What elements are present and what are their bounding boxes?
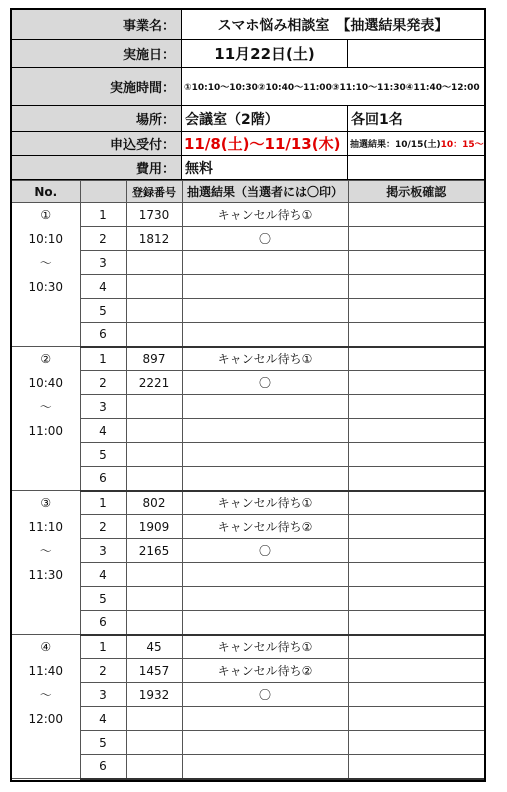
session-slot (12, 491, 80, 635)
session-num: ② (40, 352, 52, 366)
time-label: 実施時間： (12, 68, 182, 105)
lottery-result (182, 563, 348, 587)
table-row (12, 611, 484, 635)
registration-number (126, 251, 182, 275)
row-number: 6 (80, 467, 126, 491)
table-header-row (12, 181, 484, 203)
table-row (12, 323, 484, 347)
registration-number: 1730 (126, 203, 182, 227)
registration-number: 1812 (126, 227, 182, 251)
date-row (12, 40, 484, 68)
table-row (12, 467, 484, 491)
col-header-result: 抽選結果（当選者には〇印） (182, 181, 348, 203)
board-check (348, 275, 484, 299)
row-number: 6 (80, 755, 126, 779)
registration-number: 1909 (126, 515, 182, 539)
capacity-value: 各回1名 (351, 111, 403, 128)
table-row (12, 683, 484, 707)
row-number: 1 (80, 635, 126, 659)
registration-number (126, 755, 182, 779)
time-value: ①10:10〜10:30②10:40〜11:00③11:10〜11:30④11:40〜12:00 (184, 83, 480, 93)
row-number: 5 (80, 299, 126, 323)
registration-number (126, 587, 182, 611)
board-check (348, 347, 484, 371)
lottery-label: 抽選結果：10/15(土) (350, 140, 441, 150)
row-number: 1 (80, 347, 126, 371)
registration-number: 2165 (126, 539, 182, 563)
registration-number (126, 707, 182, 731)
board-check (348, 539, 484, 563)
table-row (12, 275, 484, 299)
session-sep: 〜 (39, 544, 52, 558)
table-row (12, 539, 484, 563)
place-value: 会議室（2階） (182, 106, 348, 131)
session-sep: 〜 (39, 400, 52, 414)
session-start: 11:40 (28, 664, 64, 678)
registration-number: 1457 (126, 659, 182, 683)
registration-number: 897 (126, 347, 182, 371)
registration-number: 1932 (126, 683, 182, 707)
row-number: 5 (80, 587, 126, 611)
row-number: 4 (80, 419, 126, 443)
session-end: 10:30 (28, 280, 64, 294)
board-check (348, 659, 484, 683)
session-slot (12, 635, 80, 779)
table-row (12, 587, 484, 611)
table-row (12, 659, 484, 683)
table-row (12, 395, 484, 419)
session-sep: 〜 (39, 256, 52, 270)
row-number: 3 (80, 539, 126, 563)
project-label: 事業名： (12, 10, 182, 39)
date-label: 実施日： (12, 40, 182, 67)
lottery-result: 〇 (182, 683, 348, 707)
table-row (12, 707, 484, 731)
row-number: 4 (80, 707, 126, 731)
board-check (348, 707, 484, 731)
project-row (12, 10, 484, 40)
lottery-result (182, 275, 348, 299)
row-number: 3 (80, 395, 126, 419)
col-header-index (80, 181, 126, 203)
registration-number: 45 (126, 635, 182, 659)
lottery-result (182, 467, 348, 491)
table-row (12, 347, 484, 371)
lottery-result (182, 707, 348, 731)
fee-label: 費用： (12, 156, 182, 179)
table-row (12, 371, 484, 395)
fee-blank (348, 156, 484, 179)
row-number: 5 (80, 443, 126, 467)
board-check (348, 203, 484, 227)
registration-number (126, 563, 182, 587)
lottery-result (182, 443, 348, 467)
session-slot (12, 203, 80, 347)
session-start: 10:10 (28, 232, 64, 246)
lottery-result: キャンセル待ち② (182, 659, 348, 683)
col-header-no: No. (12, 181, 80, 203)
row-number: 6 (80, 323, 126, 347)
table-row (12, 443, 484, 467)
registration-number: 2221 (126, 371, 182, 395)
date-blank (348, 40, 484, 67)
place-label: 場所： (12, 106, 182, 131)
fee-value: 無料 (182, 156, 348, 179)
lottery-result: キャンセル待ち① (182, 635, 348, 659)
table-row (12, 731, 484, 755)
col-header-reg: 登録番号 (126, 181, 182, 203)
lottery-result: キャンセル待ち① (182, 203, 348, 227)
date-value: 11月22日(土) (182, 40, 348, 67)
apply-label: 申込受付： (12, 132, 182, 155)
board-check (348, 467, 484, 491)
col-header-check: 掲示板確認 (348, 181, 484, 203)
registration-number (126, 611, 182, 635)
board-check (348, 515, 484, 539)
table-row (12, 515, 484, 539)
board-check (348, 587, 484, 611)
session-slot (12, 347, 80, 491)
lottery-result (182, 611, 348, 635)
board-check (348, 419, 484, 443)
lottery-result (182, 395, 348, 419)
lottery-result (182, 299, 348, 323)
lottery-info (348, 132, 484, 155)
board-check (348, 371, 484, 395)
apply-row (12, 132, 484, 156)
registration-number (126, 443, 182, 467)
table-row (12, 635, 484, 659)
lottery-time: 10：15〜 (440, 140, 484, 150)
fee-row (12, 156, 484, 180)
board-check (348, 251, 484, 275)
board-check (348, 443, 484, 467)
row-number: 3 (80, 683, 126, 707)
session-start: 10:40 (28, 376, 64, 390)
board-check (348, 227, 484, 251)
session-end: 12:00 (28, 712, 64, 726)
lottery-result: キャンセル待ち② (182, 515, 348, 539)
session-num: ④ (40, 640, 52, 654)
board-check (348, 491, 484, 515)
row-number: 4 (80, 275, 126, 299)
lottery-result (182, 587, 348, 611)
lottery-result (182, 251, 348, 275)
lottery-result: 〇 (182, 539, 348, 563)
lottery-result: 〇 (182, 371, 348, 395)
table-row (12, 419, 484, 443)
table-row (12, 299, 484, 323)
board-check (348, 611, 484, 635)
row-number: 1 (80, 491, 126, 515)
project-name: スマホ悩み相談室 【抽選結果発表】 (217, 17, 449, 34)
lottery-result (182, 755, 348, 779)
board-check (348, 395, 484, 419)
board-check (348, 635, 484, 659)
session-end: 11:30 (28, 568, 64, 582)
table-row (12, 203, 484, 227)
apply-value: 11/8(土)〜11/13(木) (182, 132, 348, 155)
row-number: 3 (80, 251, 126, 275)
lottery-result (182, 323, 348, 347)
lottery-result (182, 731, 348, 755)
board-check (348, 299, 484, 323)
place-row (12, 106, 484, 132)
lottery-result: 〇 (182, 227, 348, 251)
row-number: 1 (80, 203, 126, 227)
table-row (12, 755, 484, 779)
results-table (12, 180, 484, 780)
row-number: 4 (80, 563, 126, 587)
lottery-result-sheet (10, 8, 486, 782)
registration-number (126, 467, 182, 491)
board-check (348, 731, 484, 755)
board-check (348, 323, 484, 347)
table-row (12, 491, 484, 515)
table-row (12, 227, 484, 251)
table-row (12, 251, 484, 275)
registration-number (126, 299, 182, 323)
row-number: 6 (80, 611, 126, 635)
session-num: ① (40, 208, 52, 222)
session-num: ③ (40, 496, 52, 510)
session-end: 11:00 (28, 424, 64, 438)
registration-number (126, 323, 182, 347)
lottery-result: キャンセル待ち① (182, 491, 348, 515)
row-number: 2 (80, 371, 126, 395)
row-number: 2 (80, 659, 126, 683)
time-row (12, 68, 484, 106)
row-number: 2 (80, 227, 126, 251)
session-start: 11:10 (28, 520, 64, 534)
row-number: 2 (80, 515, 126, 539)
session-sep: 〜 (39, 688, 52, 702)
lottery-result: キャンセル待ち① (182, 347, 348, 371)
registration-number (126, 275, 182, 299)
lottery-result (182, 419, 348, 443)
board-check (348, 683, 484, 707)
registration-number (126, 395, 182, 419)
row-number: 5 (80, 731, 126, 755)
board-check (348, 563, 484, 587)
registration-number (126, 419, 182, 443)
registration-number (126, 731, 182, 755)
table-row (12, 563, 484, 587)
board-check (348, 755, 484, 779)
registration-number: 802 (126, 491, 182, 515)
